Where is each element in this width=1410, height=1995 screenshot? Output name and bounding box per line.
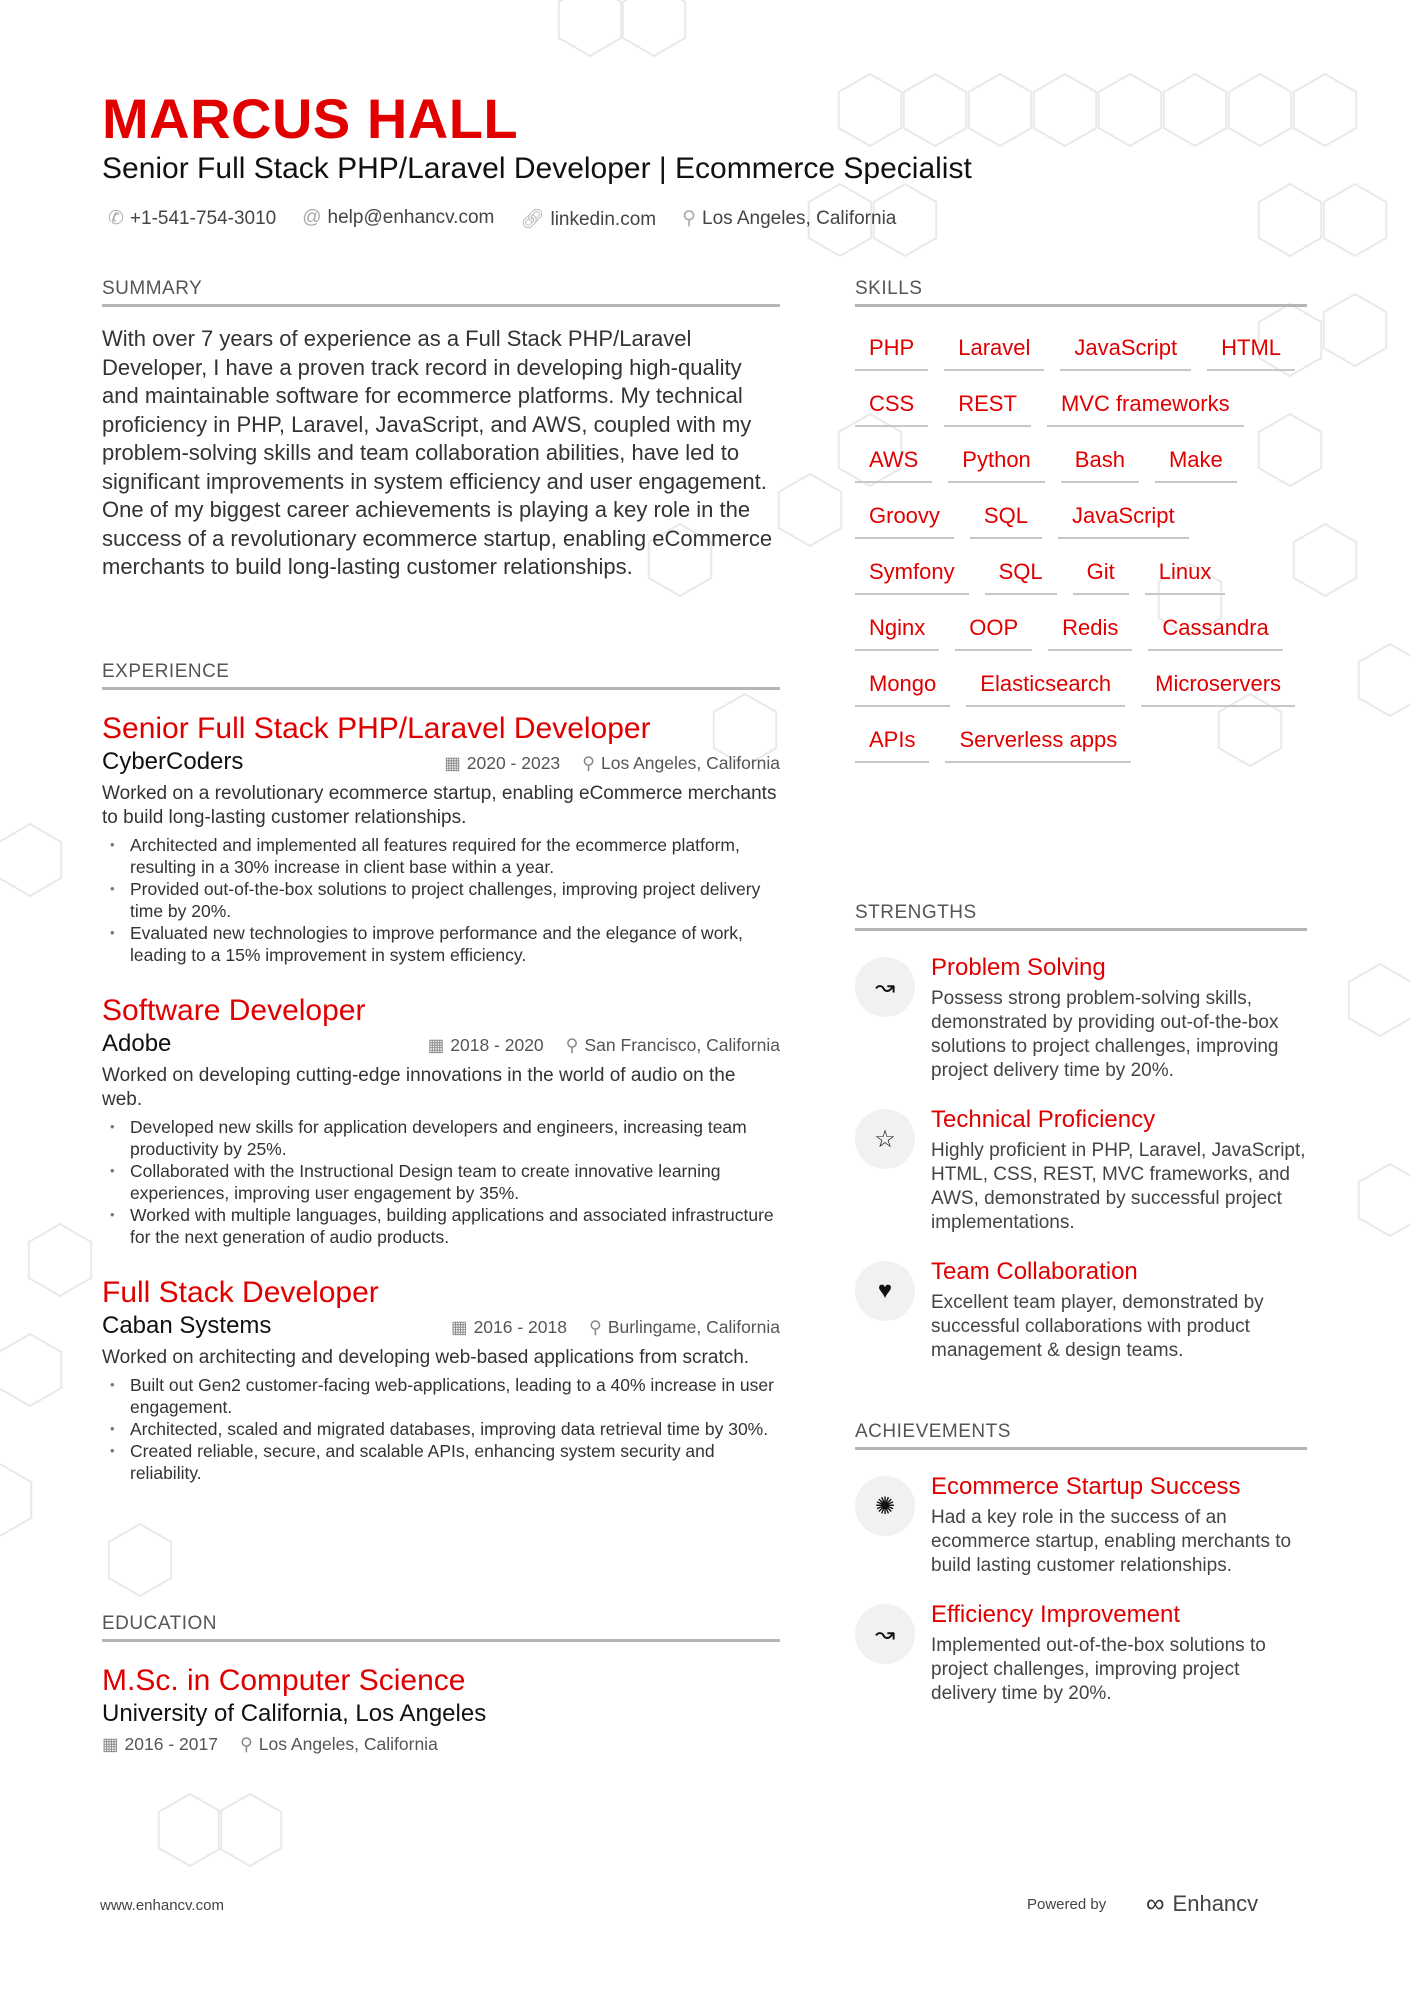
route-icon: ↝ [855,957,915,1017]
footer-powered-by: Powered by [1027,1896,1107,1913]
star-icon: ☆ [855,1109,915,1169]
contact-location: ⚲ Los Angeles, California [682,208,897,229]
job-bullet: • Built out Gen2 customer-facing web-applications, leading to a 40% increase in user engagement. [102,1374,780,1418]
job-entry [102,710,780,966]
link-icon: 🔗︎ [520,209,545,230]
contact-list [108,207,896,231]
item-text: Had a key role in the success of an ecommerce startup, enabling merchants to build lasting customer relationships. [931,1507,1292,1576]
hexagon-shape [109,1524,171,1596]
dates: 2016 - 2017 [124,1734,218,1754]
item-text: Excellent team player, demonstrated by successful collaborations with product management & design teams. [931,1292,1264,1361]
item-title: Efficiency Improvement [931,1601,1180,1628]
job-title: Software Developer [102,994,366,1027]
location-icon: ⚲ [565,1035,579,1055]
hexagon-shape [0,1464,31,1536]
hexagon-shape [29,1224,91,1296]
job-description: Worked on a revolutionary ecommerce startup, enabling eCommerce merchants to build long-lasting customer relationships. [102,783,777,828]
skill-tag: JavaScript [1060,329,1191,371]
item-title: Technical Proficiency [931,1106,1156,1133]
heart-icon: ♥ [855,1261,915,1321]
hexagon-shape [1099,74,1161,146]
job-entry [102,1274,780,1484]
skill-tag: Nginx [855,609,939,651]
skill-tag: SQL [970,497,1042,539]
calendar-icon: ▦ [451,1317,468,1337]
skill-tag: Make [1155,441,1237,483]
hexagon-shape [1259,184,1321,256]
skills-section [855,278,1307,763]
location: Burlingame, California [607,1317,780,1337]
hexagon-shape [839,74,901,146]
job-bullet: • Architected, scaled and migrated databases, improving data retrieval time by 30%. [102,1418,780,1440]
job-entry [102,992,780,1248]
location-icon: ⚲ [239,1734,253,1754]
skill-tag: MVC frameworks [1047,385,1244,427]
skill-tag: Cassandra [1148,609,1282,651]
company: Adobe [102,1030,172,1057]
skill-tag: Git [1073,553,1129,595]
calendar-icon: ▦ [444,753,461,773]
hexagon-shape [1164,74,1226,146]
achievements-item [855,1600,1307,1706]
skill-tag: Symfony [855,553,969,595]
dates: 2020 - 2023 [466,753,561,773]
hexagon-shape [623,0,685,56]
hexagon-shape [1034,74,1096,146]
strengths-item [855,1105,1307,1235]
hexagon-shape [0,1334,61,1406]
contact-email[interactable]: @ help@enhancv.com [302,207,495,228]
strengths-item [855,953,1307,1083]
location: Los Angeles, California [601,753,780,773]
section-heading: STRENGTHS [855,902,1307,931]
candidate-name: MARCUS HALL [102,87,519,150]
job-bullet: • Evaluated new technologies to improve performance and the elegance of work, leading to a 15% improvement in system efficiency. [102,922,780,966]
company: Caban Systems [102,1312,272,1339]
location-icon: ⚲ [582,753,595,773]
skill-tag: Redis [1048,609,1132,651]
hexagon-shape [1359,644,1410,716]
skill-tag: APIs [855,721,929,763]
skill-tag: Groovy [855,497,954,539]
dates: 2016 - 2018 [473,1317,567,1337]
achievements-section [855,1421,1307,1706]
enhancv-logo: ∞ Enhancv [1146,1888,1259,1918]
strengths-section [855,902,1307,1363]
job-description: Worked on architecting and developing web-based applications from scratch. [102,1347,750,1368]
hexagon-shape [219,1794,281,1866]
job-description: Worked on developing cutting-edge innovations in the world of audio on the web. [102,1065,736,1110]
hexagon-shape [1294,74,1356,146]
item-text: Highly proficient in PHP, Laravel, JavaScript, HTML, CSS, REST, MVC frameworks, and AWS, demonstrated by successful project implementations. [931,1140,1306,1233]
skill-tag: JavaScript [1058,497,1189,539]
education-section [102,1613,780,1755]
skill-tag: Python [948,441,1045,483]
calendar-icon: ▦ [102,1734,119,1754]
contact-linkedin[interactable]: 🔗︎ linkedin.com [520,209,657,230]
skill-tag: HTML [1207,329,1295,371]
contact-phone[interactable]: ✆ +1-541-754-3010 [108,208,277,229]
route-icon: ↝ [855,1604,915,1664]
job-bullet: • Architected and implemented all features required for the ecommerce platform, resulting in a 30% increase in client base within a year. [102,834,780,878]
item-title: Problem Solving [931,954,1106,981]
summary-section [102,278,780,582]
job-bullet: • Collaborated with the Instructional Design team to create innovative learning experiences, improving user engagement by 35%. [102,1160,780,1204]
enhancv-logo-icon: ∞ [1146,1888,1165,1918]
skill-tag: REST [944,385,1031,427]
section-heading: SKILLS [855,278,1307,307]
location-icon: ⚲ [589,1317,602,1337]
job-bullet: • Created reliable, secure, and scalable APIs, enhancing system security and reliability. [102,1440,780,1484]
hexagon-shape [1349,964,1410,1036]
hexagon-shape [779,474,841,546]
hexagon-shape [1229,74,1291,146]
skill-tag: Linux [1145,553,1226,595]
location: Los Angeles, California [258,1734,438,1754]
at-icon: @ [302,207,322,228]
company: CyberCoders [102,748,244,775]
section-heading: EDUCATION [102,1613,780,1642]
achievements-item [855,1472,1307,1578]
school: University of California, Los Angeles [102,1700,487,1727]
hexagon-shape [1359,1164,1410,1236]
section-heading: ACHIEVEMENTS [855,1421,1307,1450]
skill-tag: Mongo [855,665,950,707]
headline: Senior Full Stack PHP/Laravel Developer | Ecommerce Specialist [102,152,972,185]
hexagon-shape [904,74,966,146]
skill-tag: SQL [985,553,1057,595]
hexagon-shape [0,824,61,896]
section-heading: SUMMARY [102,278,780,307]
footer-website[interactable]: www.enhancv.com [100,1897,224,1914]
location-icon: ⚲ [682,208,697,229]
degree: M.Sc. in Computer Science [102,1664,466,1697]
skill-tag: Laravel [944,329,1044,371]
skill-tag: Elasticsearch [966,665,1125,707]
skill-tag: OOP [955,609,1032,651]
job-bullet: • Developed new skills for application developers and engineers, increasing team productivity by 25%. [102,1116,780,1160]
item-text: Implemented out-of-the-box solutions to project challenges, improving project delivery time by 20%. [931,1635,1266,1704]
item-title: Ecommerce Startup Success [931,1473,1241,1500]
skill-tag: Bash [1061,441,1139,483]
experience-section [102,661,780,1510]
job-bullet: • Worked with multiple languages, building applications and associated infrastructure for the next generation of audio products. [102,1204,780,1248]
item-text: Possess strong problem-solving skills, demonstrated by providing out-of-the-box solutions to project challenges, improving project delivery time by 20%. [931,988,1279,1081]
hexagon-shape [159,1794,221,1866]
hexagon-shape [1324,294,1386,366]
hexagon-shape [559,0,621,56]
job-title: Full Stack Developer [102,1276,379,1309]
calendar-icon: ▦ [427,1035,445,1055]
dates: 2018 - 2020 [450,1035,544,1055]
skill-tag: AWS [855,441,932,483]
skill-tag: Microservers [1141,665,1295,707]
job-bullet: • Provided out-of-the-box solutions to project challenges, improving project delivery time by 20%. [102,878,780,922]
hexagon-shape [969,74,1031,146]
strengths-item [855,1257,1307,1363]
item-title: Team Collaboration [931,1258,1138,1285]
job-title: Senior Full Stack PHP/Laravel Developer [102,712,651,745]
brain-icon: ✺ [855,1476,915,1536]
skill-tag: Serverless apps [945,721,1131,763]
hexagon-shape [1324,184,1386,256]
phone-icon: ✆ [108,208,124,229]
section-heading: EXPERIENCE [102,661,780,690]
skill-tag: CSS [855,385,928,427]
location: San Francisco, California [584,1035,780,1055]
summary-text: With over 7 years of experience as a Full Stack PHP/Laravel Developer, I have a proven track record in developing high-quality and maintainable software for ecommerce platforms. My technical proficiency in PHP, Laravel, JavaScript, and AWS, coupled with my problem-solving skills and team collaboration abilities, have led to significant improvements in system efficiency and user engagement. One of my biggest career achievements is playing a key role in the success of a revolutionary ecommerce startup, enabling eCommerce merchants to build long-lasting customer relationships. [102,326,773,579]
skill-tag: PHP [855,329,928,371]
